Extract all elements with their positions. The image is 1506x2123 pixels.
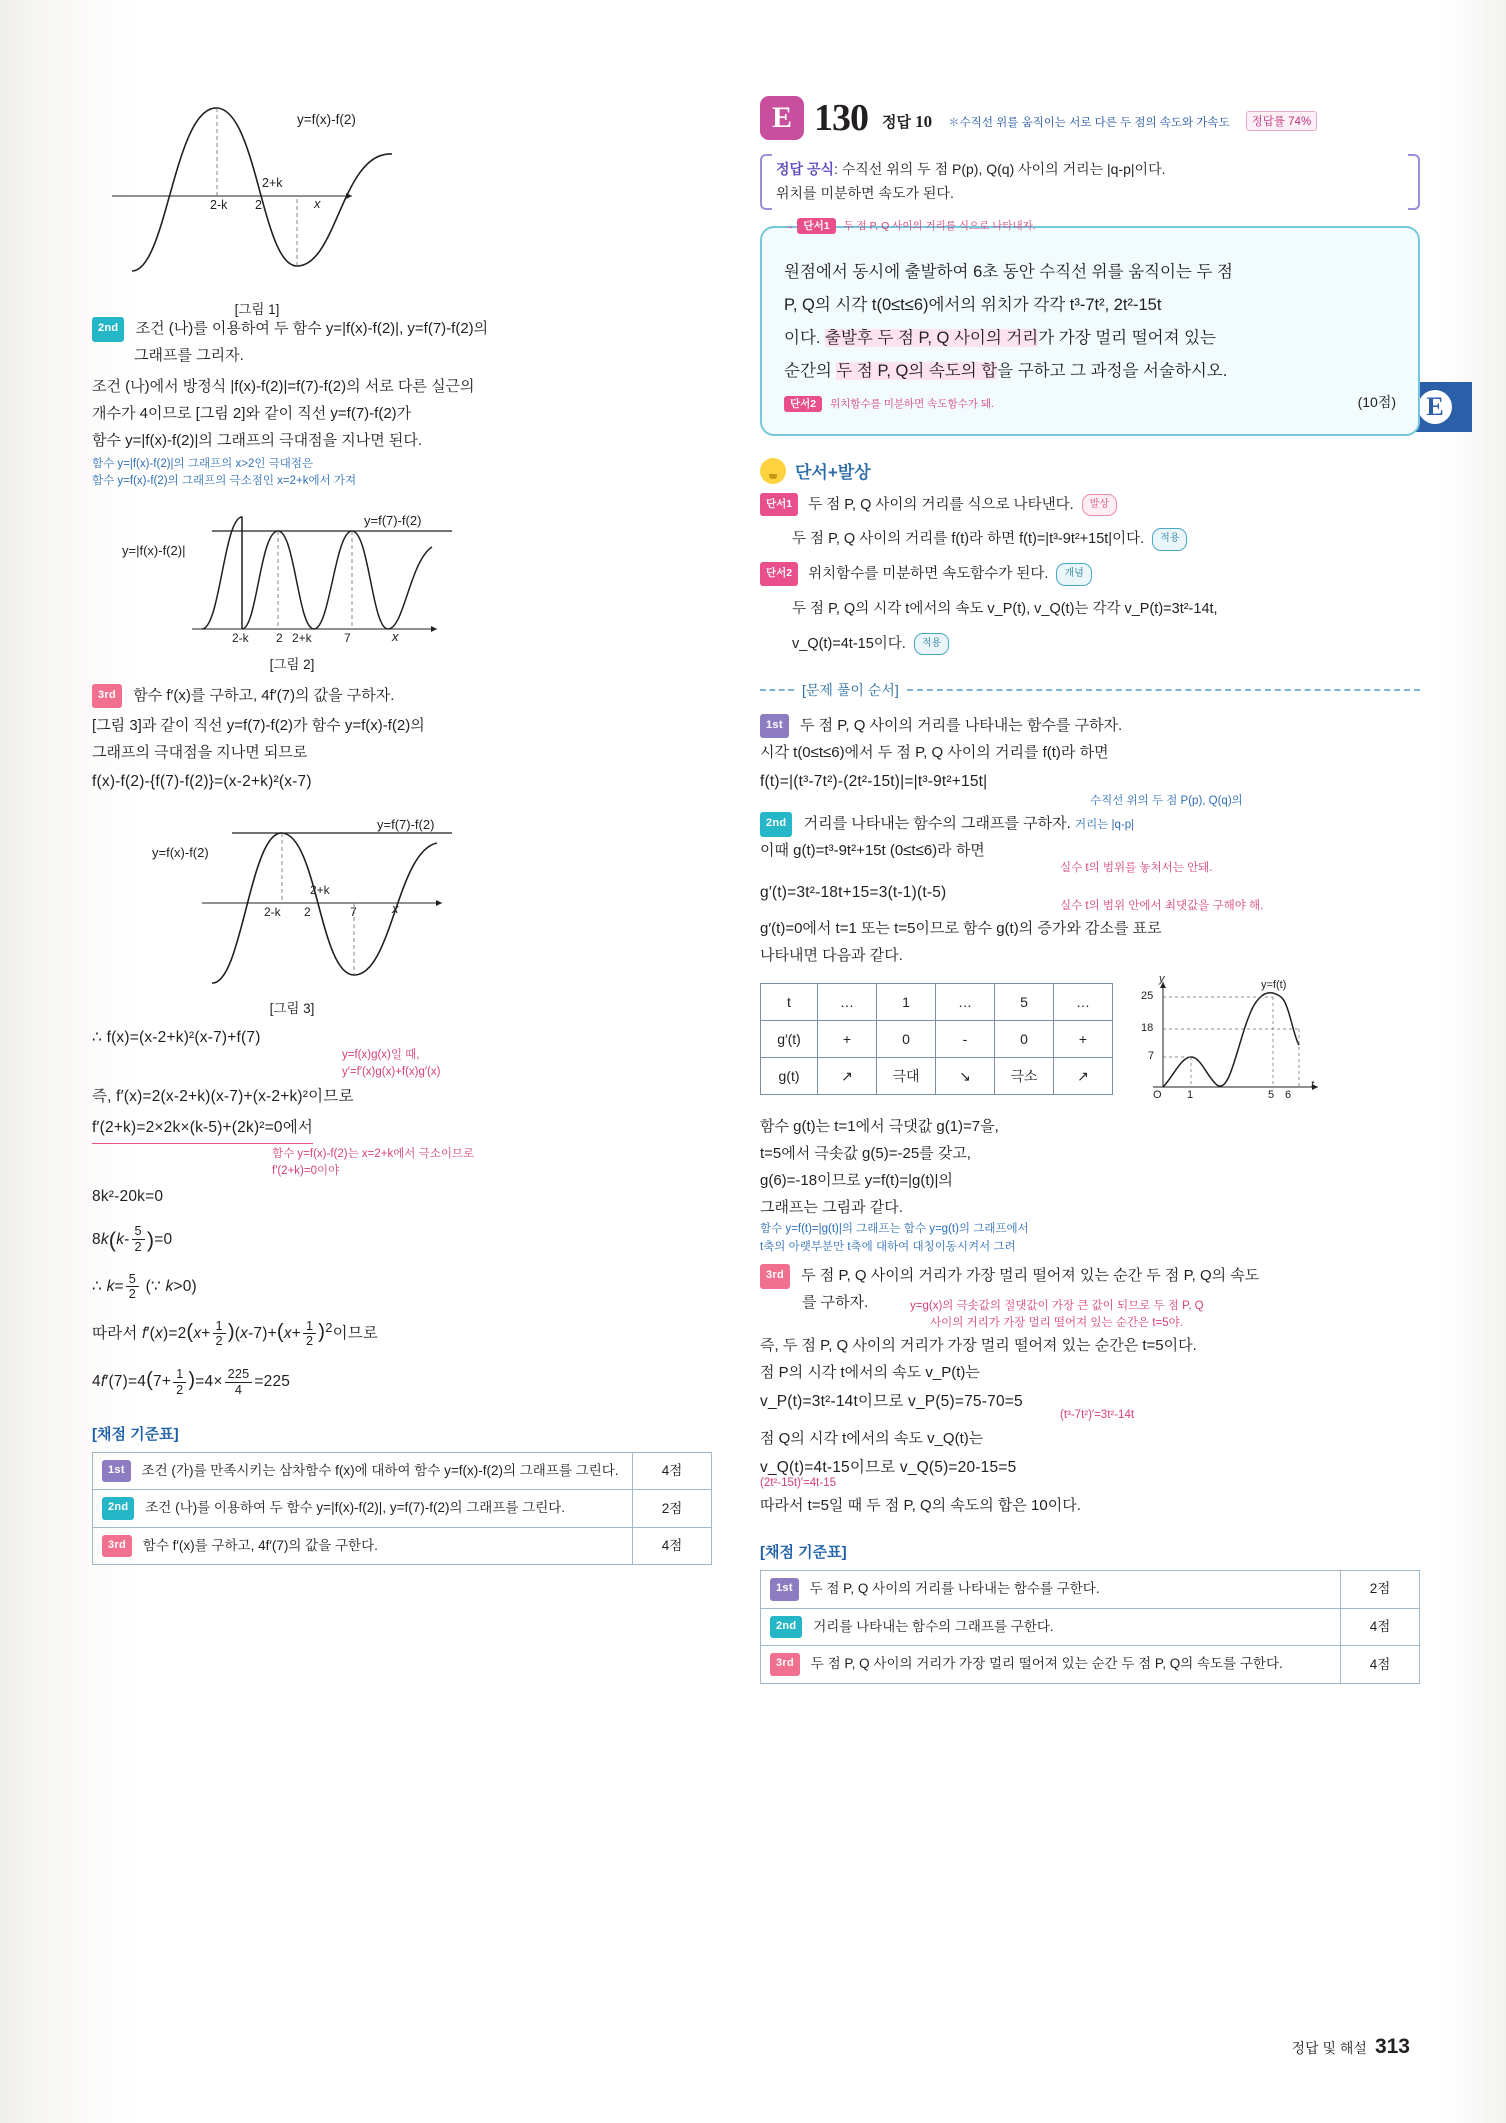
right-step1-line1: 시각 t(0≤t≤6)에서 두 점 P, Q 사이의 거리를 f(t)라 하면 [760, 743, 1109, 761]
left-grade-badge-1: 1st [102, 1460, 131, 1483]
answer-formula-text1: : 수직선 위의 두 점 P(p), Q(q) 사이의 거리는 |q-p|이다. [834, 161, 1166, 177]
hint-1-label: 단서1 [760, 493, 798, 516]
left-step2-line2: 그래프를 그리자. [134, 347, 244, 364]
right-step3-note1: y=g(x)의 극솟값의 절댓값이 가장 큰 값이 되므로 두 점 P, Q [910, 1299, 1204, 1312]
left-grade-cell-2 [93, 1490, 633, 1528]
left-step2-body3: 함수 y=|f(x)-f(2)|의 그래프의 극대점을 지나면 된다. [92, 432, 423, 449]
left-grade-pts-3: 4점 [633, 1527, 712, 1565]
question-line1: 원점에서 동시에 출발하여 6초 동안 수직선 위를 움직이는 두 점 [784, 262, 1233, 281]
table-row [93, 1452, 712, 1490]
right-grade-pts-1: 2점 [1341, 1570, 1420, 1608]
question-points: (10점) [1357, 393, 1396, 410]
mini-graph-curve-label: y=f(t) [1261, 979, 1287, 992]
left-grade-table [92, 1452, 712, 1566]
hint-3-pill: 개념 [1056, 563, 1091, 586]
figure-1-caption: [그림 1] [234, 302, 280, 317]
left-grade-pts-2: 2점 [633, 1490, 712, 1528]
calc-line-3: f′(2+k)=2×2k×(k-5)+(2k)²=0에서 [92, 1112, 313, 1144]
var-cell-2-2: 극대 [877, 1058, 936, 1095]
hint-2-text: 두 점 P, Q 사이의 거리를 f(t)라 하면 f(t)=|t³-9t²+15t|이다. [792, 531, 1145, 548]
right-step3-line3: v_P(t)=3t²-14t이므로 v_P(5)=75-70=5 [760, 1393, 1023, 1411]
left-grade-badge-3: 3rd [102, 1535, 132, 1558]
var-cell-0-2: 1 [877, 984, 936, 1021]
right-step2-heading [760, 810, 1420, 837]
right-step3-line4: 점 Q의 시각 t에서의 속도 v_Q(t)는 [760, 1429, 984, 1447]
left-calculation [92, 1022, 712, 1401]
right-grade-cell-1 [761, 1570, 1341, 1608]
question-tag1-label: 단서1 [797, 218, 835, 234]
hint-1-text: 두 점 P, Q 사이의 거리를 식으로 나타낸다. [808, 496, 1074, 513]
right-after-note1: 함수 y=f(t)=|g(t)|의 그래프는 함수 y=g(t)의 그래프에서 [760, 1223, 1029, 1236]
calc-line-7: 따라서 f′(x)=2(x+ $\frac{1}{2}$ )(x-7)+(x+ $\frac{1}{2}$ )$^2$이므로 [92, 1317, 379, 1349]
answer-formula-line2: 위치를 미분하면 속도가 된다. [776, 184, 954, 201]
var-cell-0-4: 5 [995, 984, 1054, 1021]
figure-3-label-left: y=f(x)-f(2) [152, 844, 209, 860]
question-number: 130 [814, 97, 868, 139]
page-footer [1292, 2035, 1410, 2059]
right-step3-title1: 두 점 P, Q 사이의 거리가 가장 멀리 떨어져 있는 순간 두 점 P, Q의 속도 [801, 1266, 1260, 1284]
right-step3-badge: 3rd [760, 1264, 790, 1289]
right-step3-line1: 즉, 두 점 P, Q 사이의 거리가 가장 멀리 떨어져 있는 순간은 t=5이다. [760, 1337, 1197, 1355]
right-after-note2: t축의 아랫부분만 t축에 대하여 대칭이동시켜서 그려 [760, 1240, 1016, 1253]
hint-3-text: 위치함수를 미분하면 속도함수가 된다. [808, 566, 1049, 583]
figure-3-label-right: y=f(7)-f(2) [377, 816, 435, 832]
question-tag2-text: 위치함수를 미분하면 속도함수가 돼. [830, 398, 994, 411]
solution-order-label: [문제 풀이 순서] [802, 681, 899, 698]
right-grade-text-2: 거리를 나타내는 함수의 그래프를 구한다. [813, 1618, 1054, 1634]
figure-1-svg [92, 96, 492, 296]
mini-graph-ytick-18: 18 [1141, 1022, 1154, 1035]
right-grade-badge-3: 3rd [770, 1653, 800, 1676]
answer-formula-line1 [776, 158, 1406, 182]
figure-3-tick-7: 7 [350, 904, 357, 919]
figure-1-tick-2pk: 2+k [262, 176, 283, 190]
page-number: 313 [1374, 2035, 1410, 2058]
var-cell-2-1: ↗ [818, 1058, 877, 1095]
figure-3-svg [92, 803, 512, 999]
question-tag2 [784, 394, 994, 415]
mini-graph-y-label: y [1159, 973, 1165, 986]
right-grade-table [760, 1570, 1420, 1684]
left-step2-line1: 조건 (나)를 이용하여 두 함수 y=|f(x)-f(2)|, y=f(7)-f(2)의 [135, 320, 489, 337]
left-step2-badge: 2nd [92, 317, 124, 342]
figure-1-curve-label: y=f(x)-f(2) [297, 112, 356, 127]
table-row [93, 1527, 712, 1565]
hint-4-text: 두 점 P, Q의 시각 t에서의 속도 v_P(t), v_Q(t)는 각각 v_P(t)=3t²-14t, [792, 601, 1218, 618]
calc-line-6: ∴ k= $\frac{5}{2}$ (∵ k>0) [92, 1270, 197, 1302]
right-step2-line3: g′(t)=0에서 t=1 또는 t=5이므로 함수 g(t)의 증가와 감소를 표로 [760, 920, 1162, 938]
dash-right [907, 689, 1420, 691]
table-row [761, 1021, 1113, 1058]
var-cell-2-5: ↗ [1054, 1058, 1113, 1095]
right-step3-title2: 를 구하자. [802, 1293, 869, 1311]
left-step3-eq1: f(x)-f(2)-{f(7)-f(2)}=(x-2+k)²(x-7) [92, 772, 312, 790]
mini-graph-xtick-6: 6 [1285, 1089, 1292, 1102]
mini-graph-svg [1133, 977, 1333, 1102]
question-answer [882, 111, 932, 140]
right-grade-title: [채점 기준표] [760, 1543, 847, 1561]
var-cell-2-4: 극소 [995, 1058, 1054, 1095]
table-row [93, 1490, 712, 1528]
variation-table [760, 983, 1113, 1095]
figure-2-caption: [그림 2] [269, 656, 315, 672]
figure-3 [92, 803, 712, 1018]
question-topic: ✽수직선 위를 움직이는 서로 다른 두 점의 속도와 가속도 [948, 117, 1230, 129]
right-step3-heading [760, 1262, 1420, 1289]
right-after-line4: 그래프는 그림과 같다. [760, 1199, 903, 1217]
hint-row-4 [792, 596, 1420, 623]
right-grade-cell-2 [761, 1608, 1341, 1646]
question-tag2-label: 단서2 [784, 396, 822, 412]
left-step2-body1: 조건 (나)에서 방정식 |f(x)-f(2)|=f(7)-f(2)의 서로 다른 실근의 [92, 378, 475, 395]
right-step3-line6: 따라서 t=5일 때 두 점 P, Q의 속도의 합은 10이다. [760, 1496, 1081, 1514]
question-line3-b: 출발후 두 점 P, Q 사이의 거리 [825, 328, 1039, 347]
figure-3-tick-2mk: 2-k [264, 904, 281, 919]
mini-graph-xtick-5: 5 [1268, 1089, 1275, 1102]
right-step3-line2: 점 P의 시각 t에서의 속도 v_P(t)는 [760, 1364, 980, 1382]
var-cell-1-1: + [818, 1021, 877, 1058]
calc-note-a-line2: y′=f′(x)g(x)+f(x)g′(x) [342, 1065, 441, 1078]
right-column [760, 96, 1420, 1684]
question-tag1-text: 두 점 P, Q 사이의 거리를 식으로 나타내자. [843, 219, 1036, 232]
hint-2-pill: 적용 [1152, 528, 1187, 551]
hint-1-pill: 발상 [1082, 494, 1117, 517]
figure-3-tick-2pk: 2+k [310, 882, 330, 897]
figure-2 [92, 501, 712, 676]
var-cell-2-0: g(t) [761, 1058, 818, 1095]
question-line3-c: 가 가장 멀리 떨어져 있는 [1038, 328, 1216, 347]
right-step2-line1-text: 이때 g(t)=t³-9t²+15t (0≤t≤6)라 하면 [760, 841, 985, 859]
figure-2-tick-7: 7 [344, 630, 351, 645]
figure-1-tick-2mk: 2-k [210, 198, 228, 212]
left-step2-note2: 함수 y=f(x)-f(2)의 그래프의 극소점인 x=2+k에서 가져 [92, 475, 357, 488]
right-step3-line5: v_Q(t)=4t-15이므로 v_Q(5)=20-15=5 [760, 1458, 1017, 1476]
figure-2-label-right: y=f(7)-f(2) [364, 512, 422, 528]
right-step3-note2: 사이의 거리가 가장 멀리 떨어져 있는 순간은 t=5야. [930, 1317, 1183, 1330]
left-step3-body1: [그림 3]과 같이 직선 y=f(7)-f(2)가 함수 y=f(x)-f(2)의 [92, 716, 425, 734]
question-letter-badge: E [760, 96, 804, 140]
mini-graph-ytick-25: 25 [1141, 990, 1154, 1003]
right-step2-note2: 실수 t의 범위 안에서 최댓값을 구해야 해. [1060, 900, 1264, 913]
left-step3-badge: 3rd [92, 684, 122, 709]
question-line3-a: 이다. [784, 328, 826, 347]
calc-note-b [272, 1146, 712, 1181]
right-step1-note-line2: 거리는 |q-p| [1074, 818, 1135, 831]
table-row [761, 1646, 1420, 1684]
calc-note-a-line1: y=f(x)g(x)일 때, [342, 1048, 420, 1061]
figure-1-tick-2: 2 [255, 198, 262, 212]
right-step2-note1: 실수 t의 범위를 놓쳐서는 안돼. [1060, 861, 1213, 874]
figure-2-svg [92, 501, 512, 651]
question-line4-a: 순간의 [784, 361, 837, 380]
answer-formula-label: 정답 공식 [776, 161, 834, 177]
right-after-line1: 함수 g(t)는 t=1에서 극댓값 g(1)=7을, [760, 1118, 999, 1136]
mini-graph-t-label: t [1311, 1079, 1315, 1092]
mini-graph-xtick-O: O [1153, 1089, 1162, 1102]
hint-row-2 [792, 526, 1420, 553]
question-header [760, 96, 1420, 140]
hint-row-5 [792, 631, 1420, 658]
var-cell-0-3: … [936, 984, 995, 1021]
left-grade-cell-3 [93, 1527, 633, 1565]
calc-note-a [342, 1047, 712, 1082]
right-grade-text-1: 두 점 P, Q 사이의 거리를 나타내는 함수를 구한다. [809, 1580, 1100, 1596]
hint-list [760, 492, 1420, 658]
right-step2-line2: g′(t)=3t²-18t+15=3(t-1)(t-5) [760, 884, 947, 902]
var-cell-1-3: - [936, 1021, 995, 1058]
right-after-line3: g(6)=-18이므로 y=f(t)=|g(t)|의 [760, 1172, 953, 1190]
hint-5-pill: 적용 [914, 633, 949, 656]
solution-order-heading [760, 680, 1420, 700]
left-step3 [92, 682, 712, 797]
left-step2 [92, 315, 712, 491]
left-step3-line1: 함수 f′(x)를 구하고, 4f′(7)의 값을 구하자. [133, 686, 395, 704]
var-cell-2-3: ↘ [936, 1058, 995, 1095]
right-after-line2: t=5에서 극솟값 g(5)=-25를 갖고, [760, 1145, 971, 1163]
answer-formula-box [760, 152, 1420, 212]
hint-row-3 [760, 561, 1420, 588]
calc-line-5: 8k(k- $\frac{5}{2}$ )=0 [92, 1223, 173, 1254]
var-cell-0-5: … [1054, 984, 1113, 1021]
right-step1 [760, 712, 1420, 810]
hint-section-title [760, 458, 1420, 484]
page-footer-label: 정답 및 해설 [1291, 2040, 1367, 2056]
var-cell-1-2: 0 [877, 1021, 936, 1058]
section-tab-letter: E [1418, 390, 1452, 424]
right-step3-note3: (t³-7t²)′=3t²-14t [1060, 1409, 1135, 1422]
right-step1-badge: 1st [760, 714, 789, 739]
question-answer-value: 10 [915, 112, 933, 131]
figure-2-tick-2mk: 2-k [232, 630, 249, 645]
right-step2-line4: 나타내면 다음과 같다. [760, 947, 903, 965]
question-answer-label: 정답 [882, 114, 911, 131]
left-step2-heading [92, 315, 712, 342]
figure-2-label-left: y=|f(x)-f(2)| [122, 542, 186, 558]
right-step1-title: 두 점 P, Q 사이의 거리를 나타내는 함수를 구하자. [799, 716, 1123, 734]
right-step1-heading [760, 712, 1420, 739]
question-rate: 정답률 74% [1246, 111, 1318, 131]
question-line4-c: 을 구하고 그 과정을 서술하시오. [997, 361, 1228, 380]
table-row [761, 1608, 1420, 1646]
figure-3-axis-x: x [392, 900, 399, 916]
question-line4 [784, 355, 1396, 388]
left-step3-body2: 그래프의 극대점을 지나면 되므로 [92, 743, 308, 761]
left-grade-text-3: 함수 f′(x)를 구하고, 4f′(7)의 값을 구한다. [142, 1537, 378, 1553]
table-and-graph [760, 973, 1420, 1107]
right-grade-cell-3 [761, 1646, 1341, 1684]
right-step1-note-line1: 수직선 위의 두 점 P(p), Q(q)의 [1090, 794, 1243, 807]
mini-graph-ytick-7: 7 [1148, 1050, 1155, 1063]
calc-note-b-line1: 함수 y=f(x)-f(2)는 x=2+k에서 극소이므로 [272, 1148, 475, 1160]
hint-title-text: 단서+발상 [795, 463, 871, 483]
figure-2-tick-2pk: 2+k [292, 630, 312, 645]
dash-left [760, 689, 794, 691]
right-step1-line2: f(t)=|(t³-7t²)-(2t²-15t)|=|t³-9t²+15t| [760, 772, 988, 790]
figure-3-caption: [그림 3] [269, 1000, 315, 1016]
mini-graph [1133, 973, 1343, 1107]
calc-line-1: ∴ f(x)=(x-2+k)²(x-7)+f(7) [92, 1028, 261, 1046]
left-grade-pts-1: 4점 [633, 1452, 712, 1490]
left-grade-cell-1 [93, 1452, 633, 1490]
left-step3-heading [92, 682, 712, 709]
table-row [761, 1058, 1113, 1095]
left-grade-title: [채점 기준표] [92, 1425, 179, 1443]
figure-1-axis-x: x [314, 196, 321, 211]
left-column [92, 96, 712, 1565]
question-line3 [784, 322, 1396, 355]
left-step2-body2: 개수가 4이므로 [그림 2]와 같이 직선 y=f(7)-f(2)가 [92, 405, 412, 422]
left-grade-badge-2: 2nd [102, 1497, 134, 1520]
var-cell-1-4: 0 [995, 1021, 1054, 1058]
bulb-icon [760, 458, 786, 484]
mini-graph-xtick-1: 1 [1187, 1089, 1194, 1102]
right-step3-note4: (2t²-15t)′=4t-15 [760, 1476, 836, 1489]
figure-3-tick-2: 2 [304, 904, 311, 919]
var-cell-0-1: … [818, 984, 877, 1021]
question-box [760, 219, 1420, 436]
left-step2-note1: 함수 y=|f(x)-f(2)|의 그래프의 x>2인 극대점은 [92, 458, 314, 470]
calc-note-b-line2: f′(2+k)=0이야 [272, 1165, 340, 1178]
right-grade-badge-2: 2nd [770, 1616, 802, 1639]
right-grade-pts-3: 4점 [1341, 1646, 1420, 1684]
right-step3 [760, 1262, 1420, 1519]
hint-5-text: v_Q(t)=4t-15이다. [792, 635, 906, 652]
right-step1-note [1090, 793, 1420, 810]
table-row [761, 984, 1113, 1021]
right-step2 [760, 810, 1420, 970]
question-line4-b: 두 점 P, Q의 속도의 합 [836, 361, 998, 380]
calc-line-4: 8k²-20k=0 [92, 1187, 164, 1205]
left-grade-text-1: 조건 (가)를 만족시키는 삼차함수 f(x)에 대하여 함수 y=f(x)-f(2)의 그래프를 그린다. [141, 1462, 619, 1478]
right-step2-badge: 2nd [760, 812, 792, 837]
right-grade-badge-1: 1st [770, 1578, 799, 1601]
right-grade-pts-2: 4점 [1341, 1608, 1420, 1646]
calc-line-2: 즉, f′(x)=2(x-2+k)(x-7)+(x-2+k)²이므로 [92, 1088, 354, 1105]
left-grade-text-2: 조건 (나)를 이용하여 두 함수 y=|f(x)-f(2)|, y=f(7)-f(2)의 그래프를 그린다. [145, 1500, 566, 1516]
question-line2: P, Q의 시각 t(0≤t≤6)에서의 위치가 각각 t³-7t², 2t²-15t [784, 295, 1162, 314]
var-cell-0-0: t [761, 984, 818, 1021]
hint-3-label: 단서2 [760, 562, 798, 585]
var-cell-1-5: + [1054, 1021, 1113, 1058]
question-tag1: → 단서1 두 점 P, Q 사이의 거리를 식으로 나타내자. [784, 219, 1036, 232]
var-cell-1-0: g′(t) [761, 1021, 818, 1058]
table-row [761, 1570, 1420, 1608]
right-grade-text-3: 두 점 P, Q 사이의 거리가 가장 멀리 떨어져 있는 순간 두 점 P, Q의 속도를 구한다. [810, 1656, 1283, 1672]
figure-1 [92, 96, 712, 317]
hint-row-1 [760, 492, 1420, 519]
right-step2-title: 거리를 나타내는 함수의 그래프를 구하자. [803, 814, 1071, 832]
right-after-table [760, 1113, 1420, 1256]
figure-2-tick-2: 2 [276, 630, 283, 645]
figure-2-axis-x: x [392, 628, 399, 644]
calc-line-8: 4f′(7)=4(7+ $\frac{1}{2}$ )=4× $\frac{225}{4}$ =225 [92, 1366, 291, 1397]
